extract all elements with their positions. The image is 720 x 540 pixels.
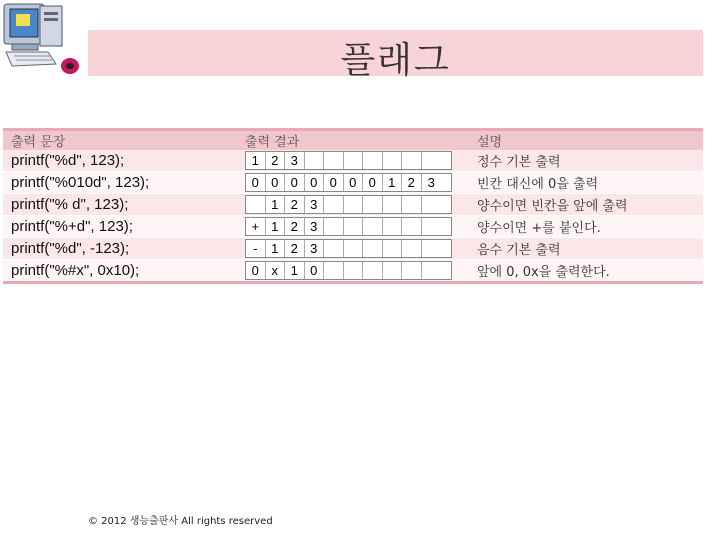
- output-char: [344, 240, 364, 257]
- statement-cell: printf("%d", -123);: [3, 238, 237, 260]
- output-char: 0: [344, 174, 364, 191]
- statement-cell: printf("%010d", 123);: [3, 172, 237, 194]
- output-char: 2: [285, 218, 305, 235]
- output-char: [422, 152, 442, 169]
- table-row: [3, 194, 703, 216]
- output-char: [383, 240, 403, 257]
- output-char: +: [246, 218, 266, 235]
- output-char: [305, 152, 325, 169]
- output-char: [383, 152, 403, 169]
- statement-cell: printf("%+d", 123);: [3, 216, 237, 238]
- output-char: 1: [383, 174, 403, 191]
- result-cell: [237, 216, 469, 238]
- header-statement: 출력 문장: [3, 130, 237, 151]
- description-cell: 정수 기본 출력: [469, 150, 703, 172]
- description-cell: 양수이면 +를 붙인다.: [469, 216, 703, 238]
- output-char: [324, 196, 344, 213]
- output-char: [344, 262, 364, 279]
- output-char: [402, 240, 422, 257]
- output-char: 0: [266, 174, 286, 191]
- table-row: [3, 260, 703, 283]
- result-cell: [237, 260, 469, 283]
- output-char: [422, 240, 442, 257]
- output-char: 0: [305, 174, 325, 191]
- output-char: [402, 196, 422, 213]
- output-char-grid: [245, 173, 452, 192]
- header-description: 설명: [469, 130, 703, 151]
- output-char: 3: [305, 218, 325, 235]
- output-char: 1: [285, 262, 305, 279]
- output-char: 2: [266, 152, 286, 169]
- copyright-footer: © 2012 생능출판사 All rights reserved: [88, 516, 273, 527]
- output-char: 1: [266, 196, 286, 213]
- output-char: 0: [246, 262, 266, 279]
- output-char: [402, 262, 422, 279]
- output-char: [344, 196, 364, 213]
- output-char: [363, 196, 383, 213]
- output-char: 0: [305, 262, 325, 279]
- flags-table: [3, 128, 703, 284]
- output-char: [344, 152, 364, 169]
- table-row: [3, 238, 703, 260]
- result-cell: [237, 150, 469, 172]
- output-char-grid: [245, 195, 452, 214]
- output-char: 2: [285, 196, 305, 213]
- description-cell: 빈칸 대신에 0을 출력: [469, 172, 703, 194]
- table-row: [3, 216, 703, 238]
- output-char: [324, 152, 344, 169]
- table-row: [3, 172, 703, 194]
- output-char: 0: [324, 174, 344, 191]
- output-char: 1: [266, 218, 286, 235]
- output-char: 0: [363, 174, 383, 191]
- output-char: 3: [305, 240, 325, 257]
- output-char: 3: [305, 196, 325, 213]
- output-char: 1: [266, 240, 286, 257]
- output-char: 2: [285, 240, 305, 257]
- description-cell: 음수 기본 출력: [469, 238, 703, 260]
- output-char: [344, 218, 364, 235]
- output-char: 0: [285, 174, 305, 191]
- statement-cell: printf("%#x", 0x10);: [3, 260, 237, 283]
- output-char: 0: [246, 174, 266, 191]
- output-char: [422, 196, 442, 213]
- output-char: [363, 218, 383, 235]
- output-char: 3: [427, 175, 435, 190]
- output-char: [363, 262, 383, 279]
- table-row: [3, 150, 703, 172]
- result-cell: [237, 172, 469, 194]
- output-char: [246, 196, 266, 213]
- output-char: [324, 240, 344, 257]
- result-cell: [237, 238, 469, 260]
- output-char: [402, 218, 422, 235]
- result-cell: [237, 194, 469, 216]
- output-char-grid: [245, 239, 452, 258]
- header-result: 출력 결과: [237, 130, 469, 151]
- output-char-grid: [245, 151, 452, 170]
- output-char-grid: [245, 261, 452, 280]
- output-char-grid: [245, 217, 452, 236]
- output-char: [383, 218, 403, 235]
- description-cell: 앞에 0, 0x을 출력한다.: [469, 260, 703, 283]
- table-header-row: [3, 130, 703, 151]
- computer-clipart-icon: [0, 0, 86, 80]
- slide-title: 플래그: [340, 40, 451, 81]
- output-char: [363, 240, 383, 257]
- output-char: [402, 152, 422, 169]
- output-char: [422, 262, 442, 279]
- statement-cell: printf("% d", 123);: [3, 194, 237, 216]
- statement-cell: printf("%d", 123);: [3, 150, 237, 172]
- output-char: [383, 196, 403, 213]
- output-char: [422, 218, 442, 235]
- output-char: 2: [402, 174, 422, 191]
- output-char: -: [246, 240, 266, 257]
- title-banner: [88, 30, 703, 81]
- description-cell: 양수이면 빈칸을 앞에 출력: [469, 194, 703, 216]
- output-char: [363, 152, 383, 169]
- output-char: [383, 262, 403, 279]
- output-char: [324, 218, 344, 235]
- output-char: 3: [285, 152, 305, 169]
- output-char: 1: [246, 152, 266, 169]
- output-char: [324, 262, 344, 279]
- output-char: x: [266, 262, 286, 279]
